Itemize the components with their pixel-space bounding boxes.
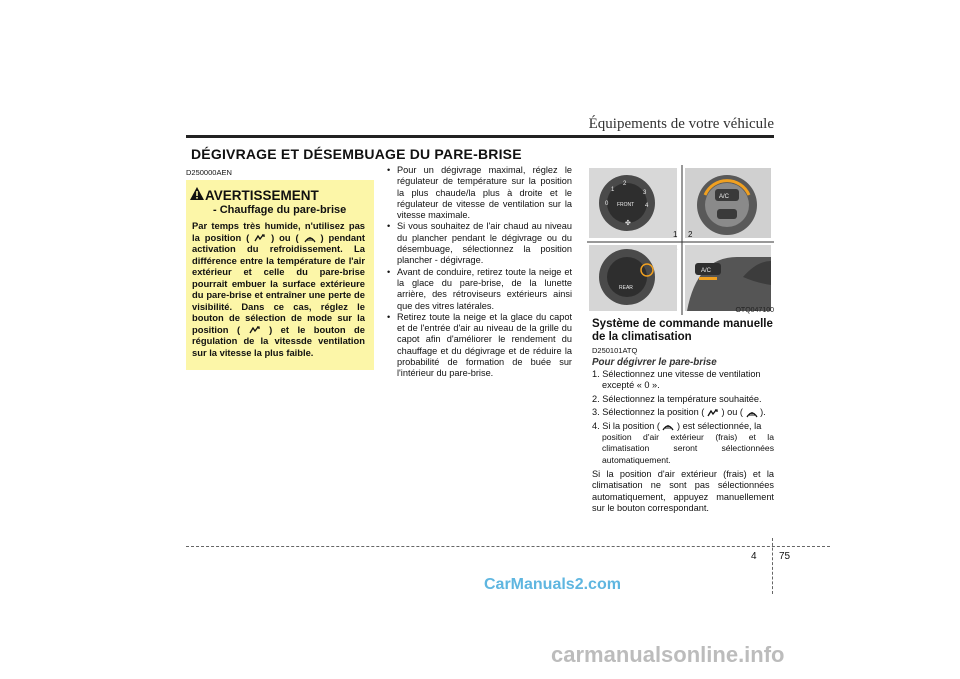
figure-caption: OTQ047100 (735, 307, 774, 314)
floor-defrost-icon (254, 233, 266, 243)
list-item: • Pour un dégivrage maximal, réglez le régulateur de température sur la position la plus chaude/la plus à droite et le régulateur de vitesse de ventilation sur la vitesse maximale. (386, 165, 572, 221)
svg-text:A/C: A/C (701, 268, 712, 274)
subsection-code: D250101ATQ (592, 346, 638, 355)
running-header: Équipements de votre véhicule (588, 116, 774, 132)
svg-text:4: 4 (645, 203, 649, 209)
svg-text:A/C: A/C (719, 194, 730, 200)
svg-text:2: 2 (623, 181, 627, 187)
front-label: FRONT (617, 202, 635, 208)
watermark-carmanuals2: CarManuals2.com (484, 576, 621, 593)
svg-text:1: 1 (611, 187, 615, 193)
figure-label-2: 2 (688, 230, 693, 239)
climate-panel-illustration (587, 165, 774, 315)
manual-note: Si la position d'air extérieur (frais) et la climatisation ne sont pas sélectionnées automatiquement, appuyez manuellement sur le bouton correspondant. (592, 469, 774, 513)
system-heading: Système de commande manuelle de la climatisation (592, 318, 773, 343)
page-title: DÉGIVRAGE ET DÉSEMBUAGE DU PARE-BRISE (191, 146, 522, 162)
defrost-icon (304, 233, 316, 243)
list-item: 1. Sélectionnez une vitesse de ventilation excepté « 0 ». (592, 369, 761, 391)
instruction-list (386, 165, 572, 380)
climate-control-figure (587, 165, 774, 315)
list-item: • Retirez toute la neige et la glace du capot et de l'entrée d'air au niveau de la grille du capot afin d'améliorer le rendement du chauffage et du dégivrage et de réduire la probabilité de formation de buée sur l'intérieur du pare-brise. (386, 312, 572, 380)
footer-divider (772, 538, 773, 594)
footer-rule (186, 546, 830, 547)
section-code: D250000AEN (186, 168, 232, 177)
defrost-icon (662, 421, 674, 431)
list-item: 3. Sélectionnez la position ( ) ou ( ). (592, 407, 766, 418)
header-rule (186, 135, 774, 138)
defrost-icon (746, 408, 758, 418)
page-number: 75 (779, 551, 791, 562)
svg-text:✤: ✤ (625, 220, 631, 227)
watermark-carmanualsonline: carmanualsonline.info (551, 642, 785, 667)
rear-label: REAR (619, 285, 633, 291)
chapter-number: 4 (751, 551, 757, 562)
procedure-steps (592, 369, 774, 468)
svg-text:0: 0 (605, 201, 609, 207)
floor-defrost-icon (707, 408, 719, 418)
svg-text:3: 3 (643, 190, 647, 196)
warning-text: Par temps très humide, n'utilisez pas la position ( ) ou ( ) pendant activation du refroidissement. La différence entre la température de l'air extérieur et celle du pare-brise pourrait embuer la surface extérieure du pare-brise et entraîner une perte de visibilité. Dans ce cas, réglez le bouton de sélection de mode sur la position ( ) et le bouton de régulation de la vitessde ventilation sur la vitesse la plus faible. (192, 220, 365, 358)
warning-triangle-icon (190, 187, 204, 200)
list-item: • Avant de conduire, retirez toute la neige et la glace du pare-brise, de la lunette arrière, des rétroviseurs extérieurs ainsi que des vitres latérales. (386, 267, 572, 312)
procedure-heading: Pour dégivrer le pare-brise (592, 357, 717, 368)
figure-label-1: 1 (673, 230, 678, 239)
list-item: • Si vous souhaitez de l'air chaud au niveau du plancher pendant le dégivrage ou du désembuage, sélectionnez la position plancher - dégivrage. (386, 221, 572, 266)
warning-subtitle: - Chauffage du pare-brise (213, 204, 347, 216)
warning-title: AVERTISSEMENT (205, 188, 319, 203)
list-item: 4. Si la position ( ) est sélectionnée, la position d'air extérieur (frais) et la climatisation seront sélectionnées automatiquement. (592, 420, 774, 465)
floor-defrost-icon (249, 325, 261, 335)
list-item: 2. Sélectionnez la température souhaitée. (592, 393, 762, 404)
